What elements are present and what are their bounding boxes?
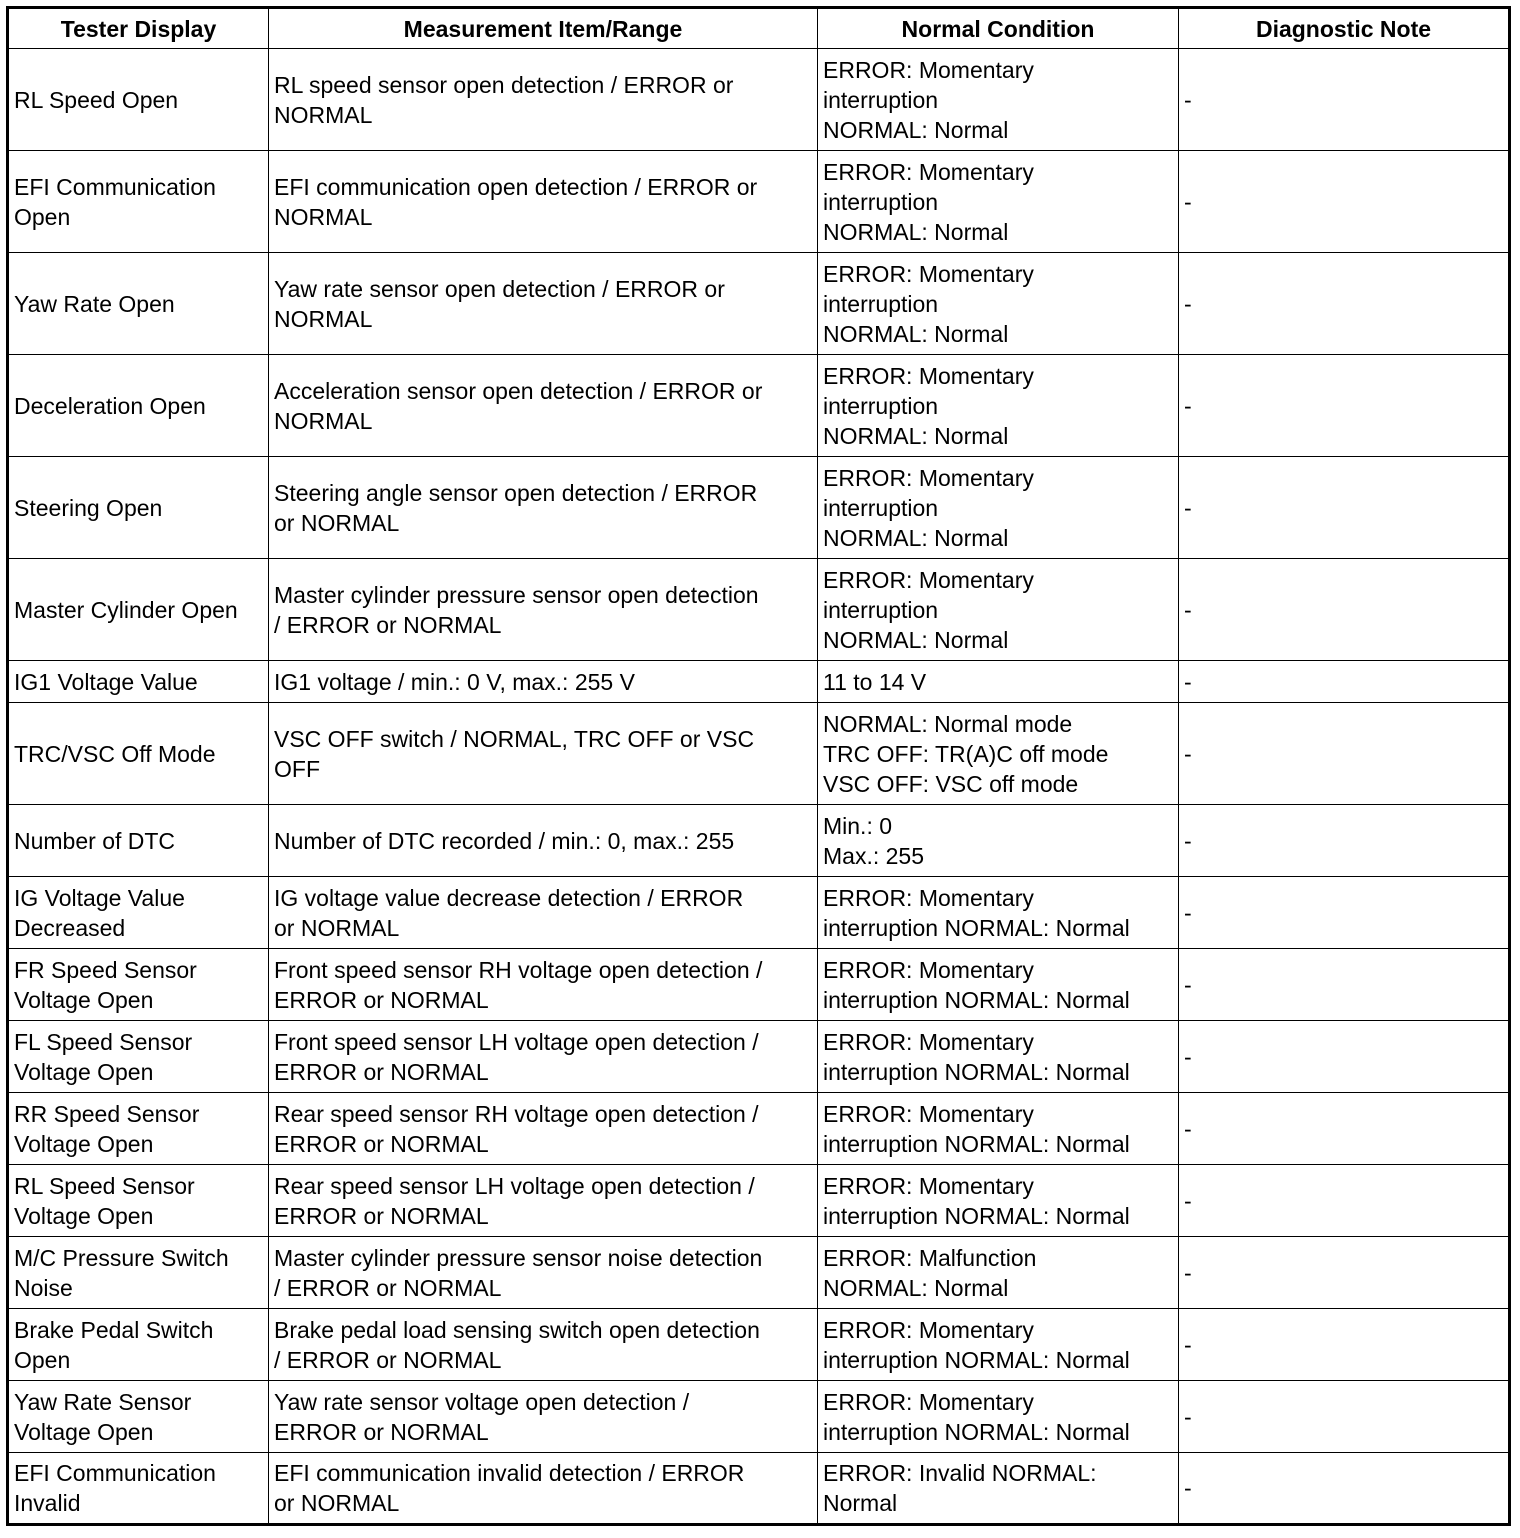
diagnostic-note-cell: - (1179, 49, 1510, 151)
normal-condition-cell: NORMAL: Normal mode TRC OFF: TR(A)C off mode VSC OFF: VSC off mode (818, 703, 1179, 805)
normal-condition-cell: ERROR: Momentary interruption NORMAL: Normal (818, 1093, 1179, 1165)
diagnostic-note-cell: - (1179, 457, 1510, 559)
tester-display-cell: Yaw Rate Open (8, 253, 269, 355)
measurement-item-cell: Brake pedal load sensing switch open detection / ERROR or NORMAL (269, 1309, 818, 1381)
normal-condition-cell: ERROR: Momentary interruption NORMAL: Normal (818, 559, 1179, 661)
measurement-item-cell: Master cylinder pressure sensor noise detection / ERROR or NORMAL (269, 1237, 818, 1309)
table-row (8, 1381, 1510, 1453)
normal-condition-cell: ERROR: Invalid NORMAL: Normal (818, 1453, 1179, 1525)
table-row (8, 1165, 1510, 1237)
tester-display-cell: Steering Open (8, 457, 269, 559)
measurement-item-cell: Master cylinder pressure sensor open detection / ERROR or NORMAL (269, 559, 818, 661)
diagnostic-note-cell: - (1179, 1237, 1510, 1309)
measurement-item-cell: IG voltage value decrease detection / ERROR or NORMAL (269, 877, 818, 949)
diagnostic-data-table (6, 6, 1511, 1526)
diagnostic-note-cell: - (1179, 1309, 1510, 1381)
diagnostic-note-cell: - (1179, 1093, 1510, 1165)
measurement-item-cell: Yaw rate sensor voltage open detection / ERROR or NORMAL (269, 1381, 818, 1453)
tester-display-cell: Brake Pedal Switch Open (8, 1309, 269, 1381)
normal-condition-cell: ERROR: Momentary interruption NORMAL: Normal (818, 877, 1179, 949)
normal-condition-cell: ERROR: Momentary interruption NORMAL: Normal (818, 1021, 1179, 1093)
tester-display-cell: RL Speed Sensor Voltage Open (8, 1165, 269, 1237)
table-row (8, 877, 1510, 949)
table-row (8, 1237, 1510, 1309)
measurement-item-cell: VSC OFF switch / NORMAL, TRC OFF or VSC OFF (269, 703, 818, 805)
normal-condition-cell: ERROR: Momentary interruption NORMAL: Normal (818, 355, 1179, 457)
diagnostic-note-cell: - (1179, 559, 1510, 661)
measurement-item-cell: IG1 voltage / min.: 0 V, max.: 255 V (269, 661, 818, 703)
measurement-item-cell: RL speed sensor open detection / ERROR or NORMAL (269, 49, 818, 151)
normal-condition-cell: ERROR: Momentary interruption NORMAL: Normal (818, 49, 1179, 151)
tester-display-cell: Master Cylinder Open (8, 559, 269, 661)
diagnostic-note-cell: - (1179, 661, 1510, 703)
table-row (8, 949, 1510, 1021)
normal-condition-cell: 11 to 14 V (818, 661, 1179, 703)
normal-condition-cell: ERROR: Momentary interruption NORMAL: Normal (818, 949, 1179, 1021)
table-row (8, 559, 1510, 661)
diagnostic-note-cell: - (1179, 253, 1510, 355)
measurement-item-cell: Yaw rate sensor open detection / ERROR or NORMAL (269, 253, 818, 355)
table-row (8, 805, 1510, 877)
normal-condition-cell: ERROR: Momentary interruption NORMAL: Normal (818, 253, 1179, 355)
normal-condition-cell: ERROR: Momentary interruption NORMAL: Normal (818, 1309, 1179, 1381)
measurement-item-cell: Steering angle sensor open detection / ERROR or NORMAL (269, 457, 818, 559)
table-row (8, 151, 1510, 253)
table-row (8, 661, 1510, 703)
tester-display-cell: RR Speed Sensor Voltage Open (8, 1093, 269, 1165)
normal-condition-cell: ERROR: Momentary interruption NORMAL: Normal (818, 1165, 1179, 1237)
table-row (8, 49, 1510, 151)
measurement-item-cell: Front speed sensor RH voltage open detection / ERROR or NORMAL (269, 949, 818, 1021)
tester-display-cell: FL Speed Sensor Voltage Open (8, 1021, 269, 1093)
tester-display-cell: RL Speed Open (8, 49, 269, 151)
tester-display-cell: Yaw Rate Sensor Voltage Open (8, 1381, 269, 1453)
diagnostic-note-cell: - (1179, 355, 1510, 457)
measurement-item-cell: Rear speed sensor RH voltage open detection / ERROR or NORMAL (269, 1093, 818, 1165)
table-row (8, 355, 1510, 457)
normal-condition-cell: ERROR: Momentary interruption NORMAL: Normal (818, 1381, 1179, 1453)
table-row (8, 1021, 1510, 1093)
measurement-item-cell: EFI communication open detection / ERROR or NORMAL (269, 151, 818, 253)
measurement-item-cell: Acceleration sensor open detection / ERROR or NORMAL (269, 355, 818, 457)
tester-display-cell: EFI Communication Open (8, 151, 269, 253)
header-diagnostic-note: Diagnostic Note (1179, 8, 1510, 49)
header-normal-condition: Normal Condition (818, 8, 1179, 49)
table-row (8, 253, 1510, 355)
normal-condition-cell: ERROR: Momentary interruption NORMAL: Normal (818, 457, 1179, 559)
tester-display-cell: TRC/VSC Off Mode (8, 703, 269, 805)
tester-display-cell: IG Voltage Value Decreased (8, 877, 269, 949)
diagnostic-note-cell: - (1179, 1453, 1510, 1525)
diagnostic-note-cell: - (1179, 703, 1510, 805)
header-measurement-item: Measurement Item/Range (269, 8, 818, 49)
table-row (8, 457, 1510, 559)
tester-display-cell: EFI Communication Invalid (8, 1453, 269, 1525)
table-row (8, 1453, 1510, 1525)
tester-display-cell: IG1 Voltage Value (8, 661, 269, 703)
tester-display-cell: M/C Pressure Switch Noise (8, 1237, 269, 1309)
diagnostic-note-cell: - (1179, 1381, 1510, 1453)
tester-display-cell: Deceleration Open (8, 355, 269, 457)
tester-display-cell: Number of DTC (8, 805, 269, 877)
table-body (8, 49, 1510, 1525)
normal-condition-cell: ERROR: Momentary interruption NORMAL: Normal (818, 151, 1179, 253)
measurement-item-cell: Number of DTC recorded / min.: 0, max.: 255 (269, 805, 818, 877)
diagnostic-note-cell: - (1179, 949, 1510, 1021)
measurement-item-cell: EFI communication invalid detection / ERROR or NORMAL (269, 1453, 818, 1525)
normal-condition-cell: ERROR: Malfunction NORMAL: Normal (818, 1237, 1179, 1309)
header-row (8, 8, 1510, 49)
tester-display-cell: FR Speed Sensor Voltage Open (8, 949, 269, 1021)
table-row (8, 703, 1510, 805)
table-row (8, 1309, 1510, 1381)
diagnostic-note-cell: - (1179, 151, 1510, 253)
table-row (8, 1093, 1510, 1165)
measurement-item-cell: Front speed sensor LH voltage open detection / ERROR or NORMAL (269, 1021, 818, 1093)
header-tester-display: Tester Display (8, 8, 269, 49)
diagnostic-note-cell: - (1179, 1021, 1510, 1093)
normal-condition-cell: Min.: 0 Max.: 255 (818, 805, 1179, 877)
diagnostic-note-cell: - (1179, 805, 1510, 877)
measurement-item-cell: Rear speed sensor LH voltage open detection / ERROR or NORMAL (269, 1165, 818, 1237)
diagnostic-note-cell: - (1179, 1165, 1510, 1237)
table-header (8, 8, 1510, 49)
diagnostic-note-cell: - (1179, 877, 1510, 949)
